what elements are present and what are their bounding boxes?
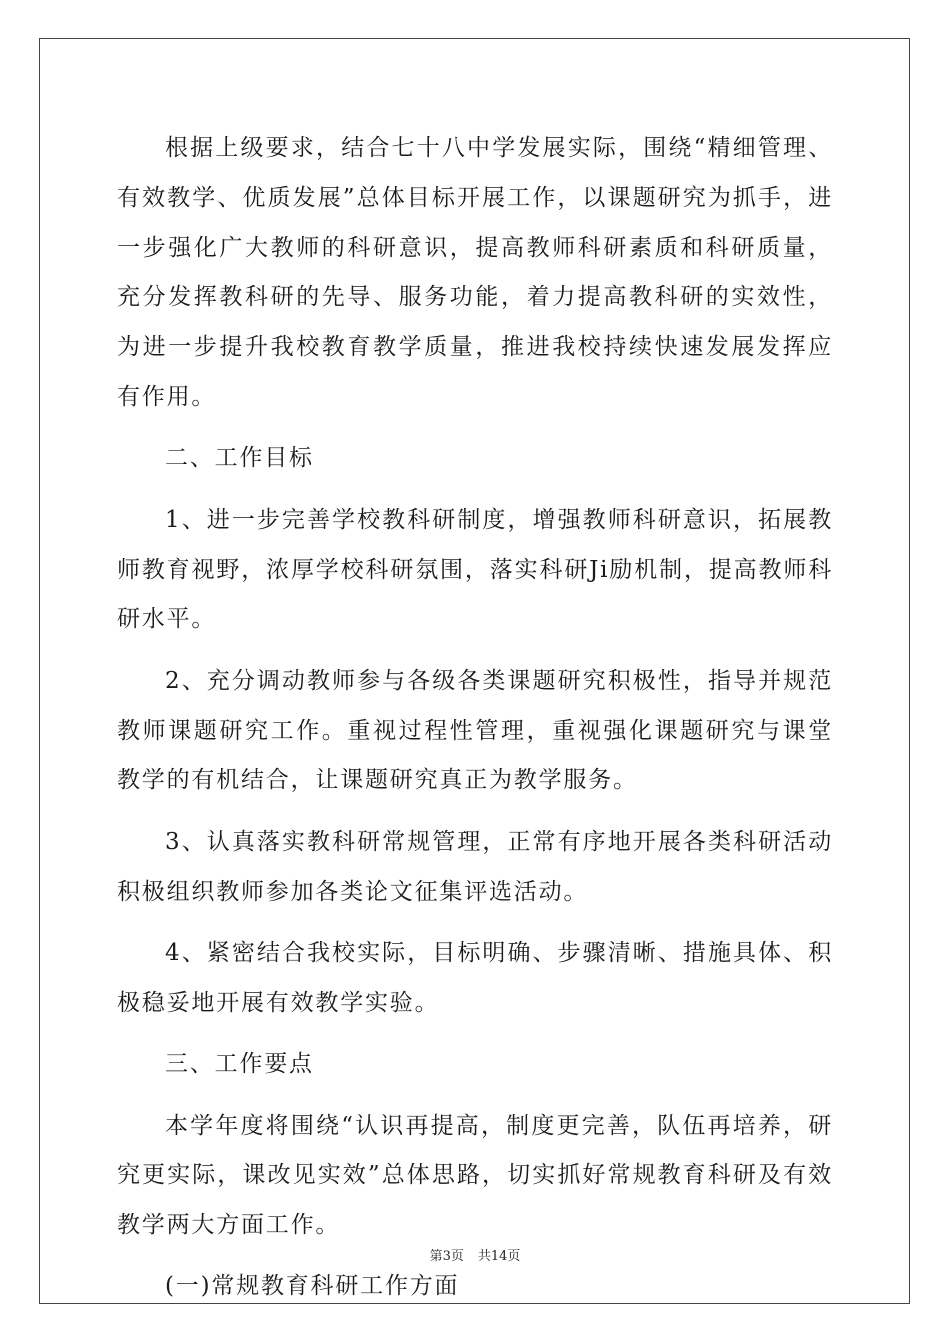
paragraph-intro: 根据上级要求，结合七十八中学发展实际，围绕“精细管理、有效教学、优质发展”总体目标开展工作，以课题研究为抓手，进一步强化广大教师的科研意识，提高教师科研素质和科研质量，充分发挥教科研的先导、服务功能，着力提高教科研的实效性，为进一步提升我校教育教学质量，推进我校持续快速发展发挥应有作用。 bbox=[117, 135, 833, 410]
page-footer bbox=[0, 1245, 950, 1264]
document-body bbox=[117, 124, 833, 1324]
goal-item-4: 4、紧密结合我校实际，目标明确、步骤清晰、措施具体、积极稳妥地开展有效教学实验。 bbox=[117, 939, 833, 1016]
section-heading-key-points: 三、工作要点 bbox=[165, 1051, 314, 1078]
goal-item-1: 1、进一步完善学校教科研制度，增强教师科研意识，拓展教师教育视野，浓厚学校科研氛围，落实科研Ji励机制，提高教师科研水平。 bbox=[117, 506, 833, 633]
goal-item-2: 2、充分调动教师参与各级各类课题研究积极性，指导并规范教师课题研究工作。重视过程性管理，重视强化课题研究与课堂教学的有机结合，让课题研究真正为教学服务。 bbox=[117, 667, 833, 794]
page-total: 共14页 bbox=[477, 1249, 521, 1264]
subsection-heading-routine-research: (一)常规教育科研工作方面 bbox=[165, 1273, 460, 1300]
paragraph-key-points: 本学年度将围绕“认识再提高，制度更完善，队伍再培养，研究更实际，课改见实效”总体思路，切实抓好常规教育科研及有效教学两大方面工作。 bbox=[117, 1112, 833, 1239]
goal-item-3: 3、认真落实教科研常规管理，正常有序地开展各类科研活动积极组织教师参加各类论文征集评选活动。 bbox=[117, 828, 833, 905]
section-heading-goals: 二、工作目标 bbox=[165, 445, 314, 472]
page-number: 第3页 bbox=[429, 1249, 464, 1264]
